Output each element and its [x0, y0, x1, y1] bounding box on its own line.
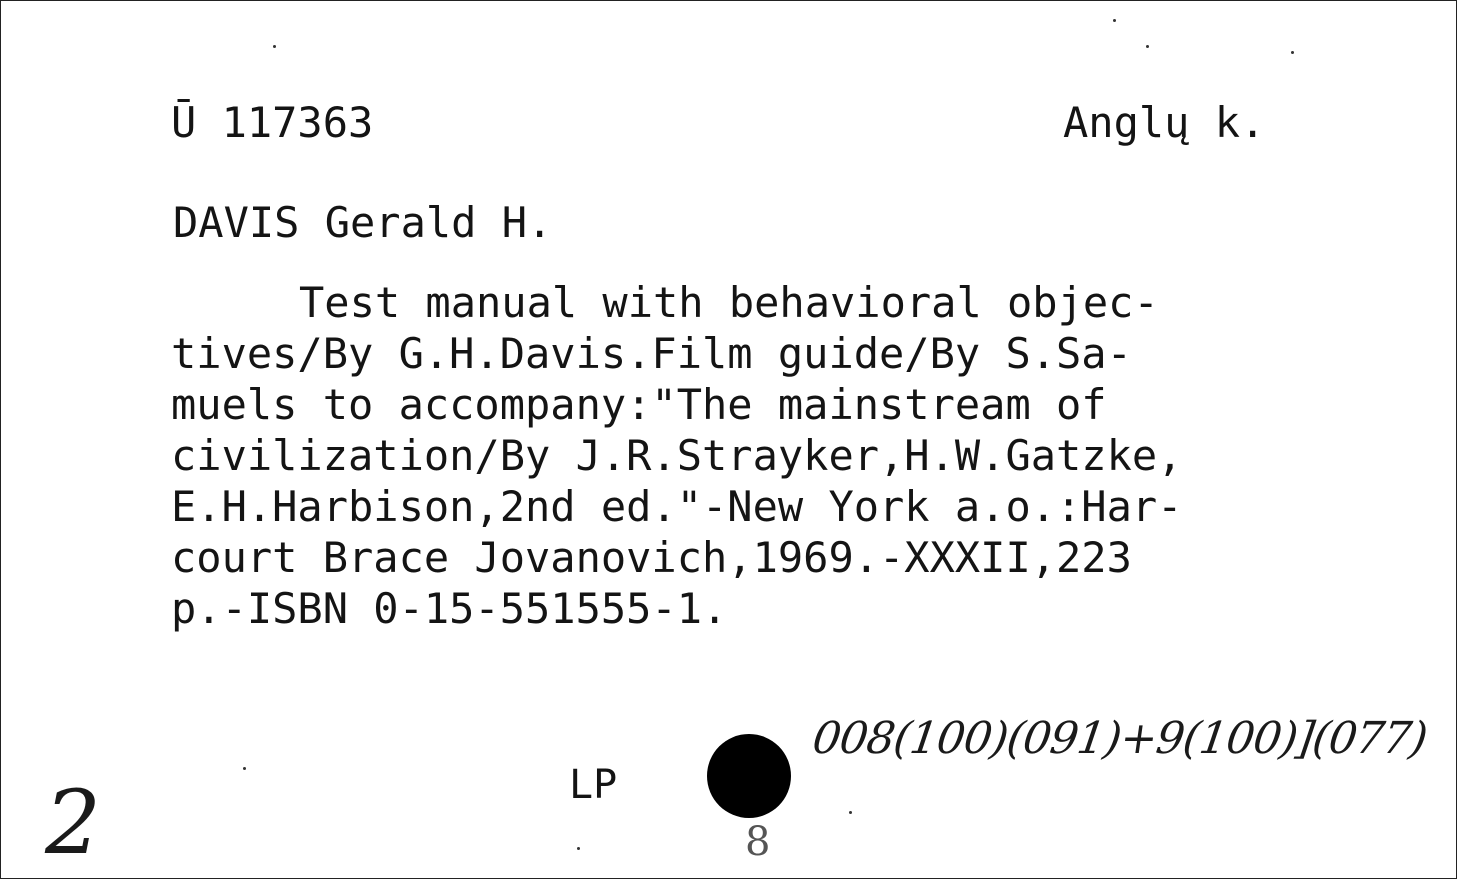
dust-speck [1113, 19, 1116, 22]
dust-speck [273, 45, 276, 48]
dust-speck [849, 811, 852, 814]
pencil-mark: 8 [745, 819, 771, 865]
description-line: E.H.Harbison,2nd ed."-New York a.o.:Har- [171, 482, 1183, 531]
language-note: Anglų k. [1063, 98, 1266, 147]
description-line: civilization/By J.R.Strayker,H.W.Gatzke, [171, 431, 1183, 480]
call-number: Ū 117363 [171, 98, 374, 147]
card-number: 2 [45, 771, 101, 874]
dust-speck [577, 847, 580, 850]
description-line: Test manual with behavioral objec- [299, 278, 1159, 327]
description-line: tives/By G.H.Davis.Film guide/By S.Sa- [171, 329, 1132, 378]
author-heading: DAVIS Gerald H. [173, 198, 553, 247]
punch-hole [707, 734, 791, 818]
description-line: p.-ISBN 0-15-551555-1. [171, 584, 728, 633]
lp-code: LP [569, 762, 618, 808]
udc-classification: 008(100)(091)+9(100)](077) [809, 713, 1430, 764]
description-line: court Brace Jovanovich,1969.-XXXII,223 [171, 533, 1132, 582]
dust-speck [1291, 51, 1294, 54]
dust-speck [1146, 45, 1149, 48]
dust-speck [243, 767, 246, 770]
description-line: muels to accompany:"The mainstream of [171, 380, 1107, 429]
bibliographic-description [171, 277, 1182, 634]
